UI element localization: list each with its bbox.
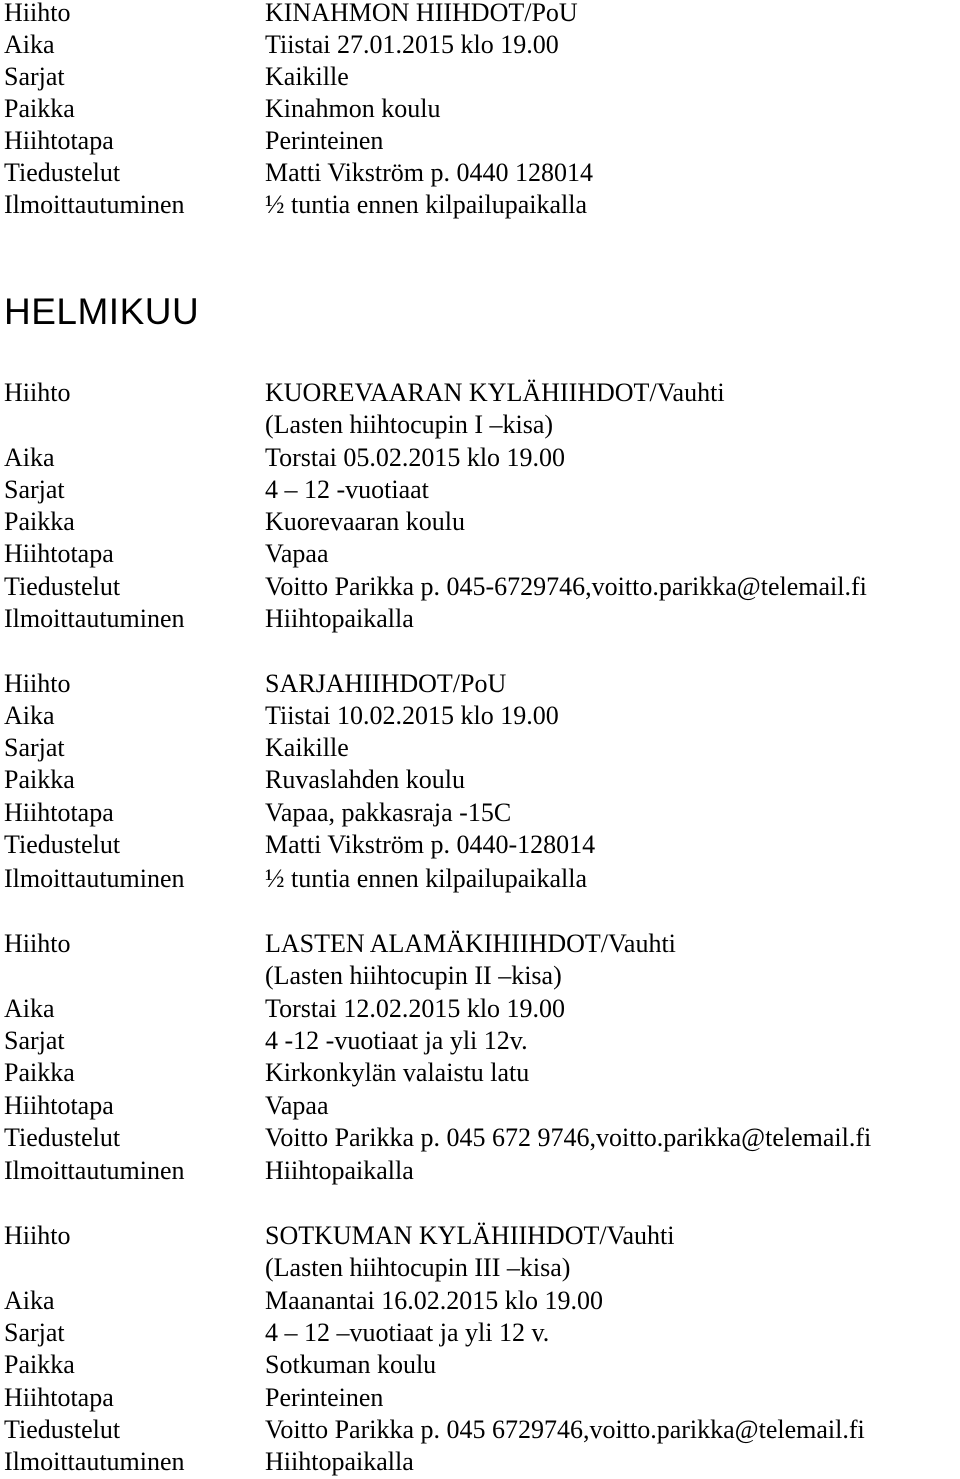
field-value: Tiistai 27.01.2015 klo 19.00 [265,30,559,59]
event-title: KUOREVAARAN KYLÄHIIHDOT/Vauhti [265,378,725,407]
field-label: Sarjat [4,62,65,91]
field-value: Matti Vikström p. 0440 128014 [265,158,594,187]
field-value: Hiihtopaikalla [265,1156,414,1185]
field-value: Voitto Parikka p. 045-6729746,voitto.parikka@telemail.fi [265,572,867,601]
field-label: Aika [4,701,55,730]
field-label: Paikka [4,1350,75,1379]
event-subtitle: (Lasten hiihtocupin I –kisa) [265,410,554,439]
field-label: Paikka [4,507,75,536]
field-value: Vapaa, pakkasraja -15C [265,798,512,827]
event-subtitle: (Lasten hiihtocupin III –kisa) [265,1253,571,1282]
event-title: SOTKUMAN KYLÄHIIHDOT/Vauhti [265,1221,675,1250]
field-label: Paikka [4,765,75,794]
field-label: Hiihtotapa [4,126,114,155]
field-label: Ilmoittautuminen [4,1447,185,1476]
field-value: Tiistai 10.02.2015 klo 19.00 [265,701,559,730]
field-label: Sarjat [4,475,65,504]
field-value: 4 -12 -vuotiaat ja yli 12v. [265,1026,528,1055]
field-label: Tiedustelut [4,830,121,859]
field-value: Torstai 05.02.2015 klo 19.00 [265,443,566,472]
field-value: Voitto Parikka p. 045 672 9746,voitto.parikka@telemail.fi [265,1123,872,1152]
field-label: Hiihto [4,378,71,407]
field-label: Hiihtotapa [4,1091,114,1120]
field-label: Aika [4,30,55,59]
field-value: Kaikille [265,62,349,91]
field-label: Hiihtotapa [4,798,114,827]
field-label: Hiihto [4,929,71,958]
field-label: Hiihtotapa [4,1383,114,1412]
field-label: Ilmoittautuminen [4,604,185,633]
field-label: Paikka [4,1058,75,1087]
field-value: Kaikille [265,733,349,762]
field-value: Vapaa [265,539,329,568]
field-value: Kirkonkylän valaistu latu [265,1058,530,1087]
field-value: 4 – 12 -vuotiaat [265,475,429,504]
field-value: Voitto Parikka p. 045 6729746,voitto.parikka@telemail.fi [265,1415,865,1444]
field-value: ½ tuntia ennen kilpailupaikalla [265,190,588,219]
field-label: Tiedustelut [4,572,121,601]
field-label: Hiihtotapa [4,539,114,568]
field-label: Tiedustelut [4,158,121,187]
field-label: Hiihto [4,669,71,698]
month-heading: HELMIKUU [4,291,200,332]
field-value: Perinteinen [265,1383,384,1412]
field-value: Ruvaslahden koulu [265,765,466,794]
event-title: KINAHMON HIIHDOT/PoU [265,0,578,27]
event-subtitle: (Lasten hiihtocupin II –kisa) [265,961,562,990]
field-label: Sarjat [4,1318,65,1347]
field-label: Sarjat [4,733,65,762]
field-value: Sotkuman koulu [265,1350,437,1379]
field-label: Hiihto [4,0,71,27]
field-value: ½ tuntia ennen kilpailupaikalla [265,864,588,893]
field-value: Kuorevaaran koulu [265,507,465,536]
event-title: SARJAHIIHDOT/PoU [265,669,507,698]
field-value: Kinahmon koulu [265,94,441,123]
field-label: Ilmoittautuminen [4,190,185,219]
field-label: Aika [4,443,55,472]
field-value: Hiihtopaikalla [265,604,414,633]
field-label: Ilmoittautuminen [4,864,185,893]
field-label: Paikka [4,94,75,123]
field-label: Tiedustelut [4,1415,121,1444]
field-label: Tiedustelut [4,1123,121,1152]
field-value: 4 – 12 –vuotiaat ja yli 12 v. [265,1318,550,1347]
field-value: Matti Vikström p. 0440-128014 [265,830,596,859]
field-label: Sarjat [4,1026,65,1055]
field-label: Hiihto [4,1221,71,1250]
event-title: LASTEN ALAMÄKIHIIHDOT/Vauhti [265,929,676,958]
field-label: Ilmoittautuminen [4,1156,185,1185]
field-value: Maanantai 16.02.2015 klo 19.00 [265,1286,603,1315]
field-label: Aika [4,1286,55,1315]
field-value: Hiihtopaikalla [265,1447,414,1476]
field-value: Torstai 12.02.2015 klo 19.00 [265,994,566,1023]
field-value: Perinteinen [265,126,384,155]
field-label: Aika [4,994,55,1023]
field-value: Vapaa [265,1091,329,1120]
